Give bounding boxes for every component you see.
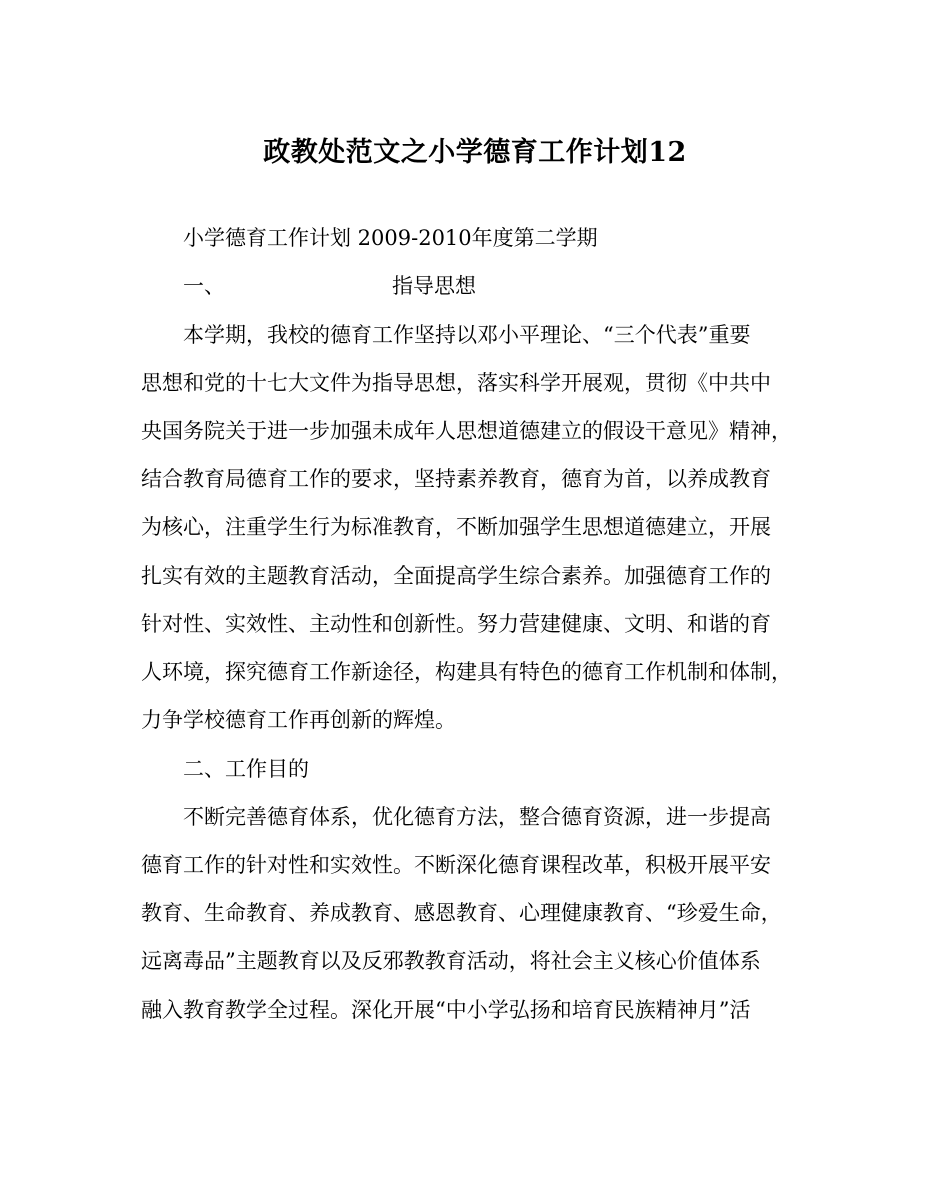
section-1-heading — [183, 271, 823, 301]
document-title: 政教处范文之小学德育工作计划12 — [263, 137, 687, 168]
paragraph-1-line: 思想和党的十七大文件为指导思想，落实科学开展观，贯彻《中共中 — [141, 371, 771, 395]
paragraph-2-line: 融入教育教学全过程。深化开展“中小学弘扬和培育民族精神月”活 — [141, 998, 751, 1022]
paragraph-1-line: 扎实有效的主题教育活动，全面提高学生综合素养。加强德育工作的 — [141, 564, 771, 588]
paragraph-1-line: 针对性、实效性、主动性和创新性。努力营建健康、文明、和谐的育 — [141, 612, 771, 636]
paragraph-1-line: 为核心，注重学生行为标准教育，不断加强学生思想道德建立，开展 — [141, 515, 771, 539]
paragraph-2-line: 教育、生命教育、养成教育、感恩教育、心理健康教育、“珍爱生命， — [141, 901, 782, 925]
paragraph-1-line: 本学期，我校的德育工作坚持以邓小平理论、“三个代表”重要 — [183, 323, 751, 347]
paragraph-2-line: 德育工作的针对性和实效性。不断深化德育课程改革，积极开展平安 — [141, 853, 771, 877]
section-2-heading: 二、工作目的 — [183, 757, 309, 781]
paragraph-2-line: 远离毒品”主题教育以及反邪教教育活动，将社会主义核心价值体系 — [141, 949, 761, 973]
paragraph-1-line: 力争学校德育工作再创新的辉煌。 — [141, 708, 456, 732]
paragraph-1-line: 央国务院关于进一步加强未成年人思想道德建立的假设干意见》精神， — [141, 419, 792, 443]
section-1-title: 指导思想 — [392, 274, 476, 298]
section-1-number: 一、 — [183, 274, 225, 298]
paragraph-2-line: 不断完善德育体系，优化德育方法，整合德育资源，进一步提高 — [183, 805, 771, 829]
paragraph-1-line: 人环境，探究德育工作新途径，构建具有特色的德育工作机制和体制， — [141, 660, 792, 684]
document-subtitle: 小学德育工作计划 2009-2010年度第二学期 — [183, 226, 598, 250]
paragraph-1-line: 结合教育局德育工作的要求，坚持素养教育，德育为首，以养成教育 — [141, 467, 771, 491]
